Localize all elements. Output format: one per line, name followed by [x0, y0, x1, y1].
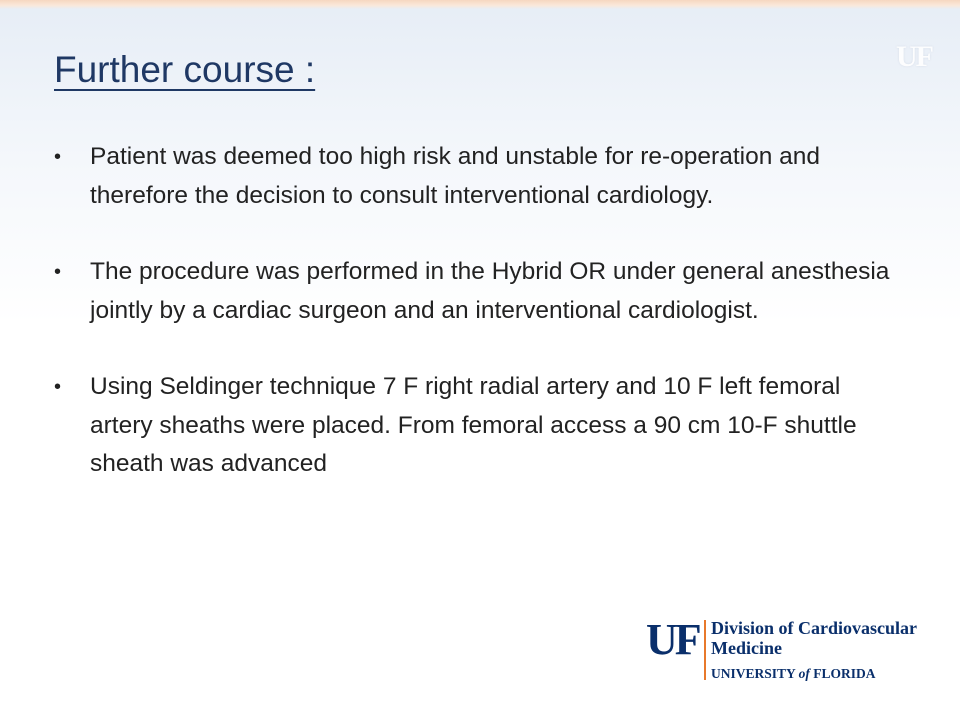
bullet-text: Patient was deemed too high risk and unstable for re-operation and therefore the decision to consult interventional cardiology.	[90, 143, 821, 209]
bullet-text: The procedure was performed in the Hybrid OR under general anesthesia jointly by a cardiac surgeon and an interventional cardiologist.	[90, 258, 890, 324]
uf-logo-mark: UF	[646, 615, 699, 664]
bullet-list	[54, 138, 904, 522]
logo-divider	[704, 620, 706, 680]
uf-division-logo	[646, 616, 946, 686]
bullet-item	[54, 253, 904, 330]
bullet-dot-icon: •	[54, 261, 62, 283]
bullet-item	[54, 368, 904, 484]
bullet-dot-icon: •	[54, 146, 62, 168]
university-prefix: UNIVERSITY	[711, 666, 796, 681]
uf-watermark-logo: UF	[896, 40, 932, 73]
bullet-item	[54, 138, 904, 215]
university-of: of	[798, 666, 810, 681]
university-name	[711, 666, 876, 682]
bullet-text: Using Seldinger technique 7 F right radial artery and 10 F left femoral artery sheaths were placed. From femoral access a 90 cm 10-F shuttle sheath was advanced	[90, 373, 857, 477]
top-accent-bar	[0, 0, 960, 9]
slide-title: Further course :	[54, 49, 316, 90]
division-name: Division of Cardiovascular Medicine	[711, 618, 917, 658]
university-suffix: FLORIDA	[813, 666, 876, 681]
bullet-dot-icon: •	[54, 376, 62, 398]
